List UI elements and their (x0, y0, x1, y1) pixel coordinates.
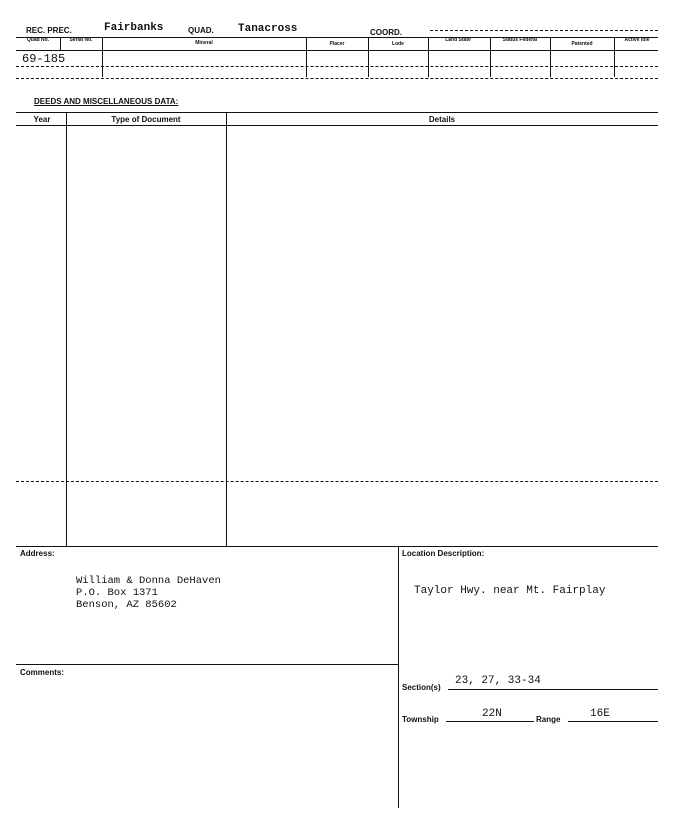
col-serial-no: Serial No. (69, 37, 93, 43)
address-comments-rule (16, 664, 398, 665)
bottom-col-divider (398, 546, 399, 808)
bottom-top-rule (16, 546, 658, 547)
comments-label: Comments: (20, 668, 65, 677)
location-description-label: Location Description: (402, 549, 485, 558)
col-year: Year (33, 115, 51, 124)
col-quad-no: Quad No. (26, 37, 50, 43)
address-label: Address: (20, 549, 55, 558)
col-type-of-document: Type of Document (111, 115, 181, 124)
deeds-dashed-rule (16, 481, 658, 482)
top-table-top-rule (16, 37, 658, 38)
address-line-1: William & Donna DeHaven (76, 575, 221, 587)
col-status-federal: Status Federal (502, 37, 538, 43)
col-lode: Lode (392, 41, 404, 47)
deeds-top-rule (16, 112, 658, 113)
township-value: 22N (482, 708, 502, 720)
sections-label: Section(s) (402, 683, 441, 692)
quad-no-value: 69-185 (22, 52, 66, 66)
range-label: Range (536, 715, 561, 724)
deeds-section-title: DEEDS AND MISCELLANEOUS DATA: (34, 97, 179, 106)
coord-label: COORD. (370, 28, 402, 37)
township-underline (446, 721, 534, 722)
col-details: Details (428, 115, 456, 124)
col-active-idle: Active Idle (624, 37, 650, 43)
rec-prec-label: REC. PREC. (26, 26, 72, 35)
sections-value: 23, 27, 33-34 (455, 675, 541, 687)
range-value: 16E (590, 708, 610, 720)
top-table-header-rule (16, 50, 658, 51)
col-placer: Placer (329, 41, 345, 47)
address-line-2: P.O. Box 1371 (76, 587, 158, 599)
range-underline (568, 721, 658, 722)
col-land-state: Land State (445, 37, 471, 43)
location-description-value: Taylor Hwy. near Mt. Fairplay (414, 585, 606, 597)
township-label: Township (402, 715, 439, 724)
quad-label: QUAD. (188, 26, 214, 35)
address-line-3: Benson, AZ 85602 (76, 599, 177, 611)
col-mineral: Mineral (195, 40, 213, 46)
col-patented: Patented (571, 41, 593, 47)
sections-underline (448, 689, 658, 690)
rec-prec-value: Fairbanks (104, 22, 164, 34)
deeds-header-rule (16, 125, 658, 126)
address-block (76, 575, 221, 611)
top-table-row-rule (16, 66, 658, 67)
quad-value: Tanacross (238, 23, 298, 35)
top-table-bottom-rule (16, 78, 658, 79)
coord-dash-line (430, 30, 658, 31)
